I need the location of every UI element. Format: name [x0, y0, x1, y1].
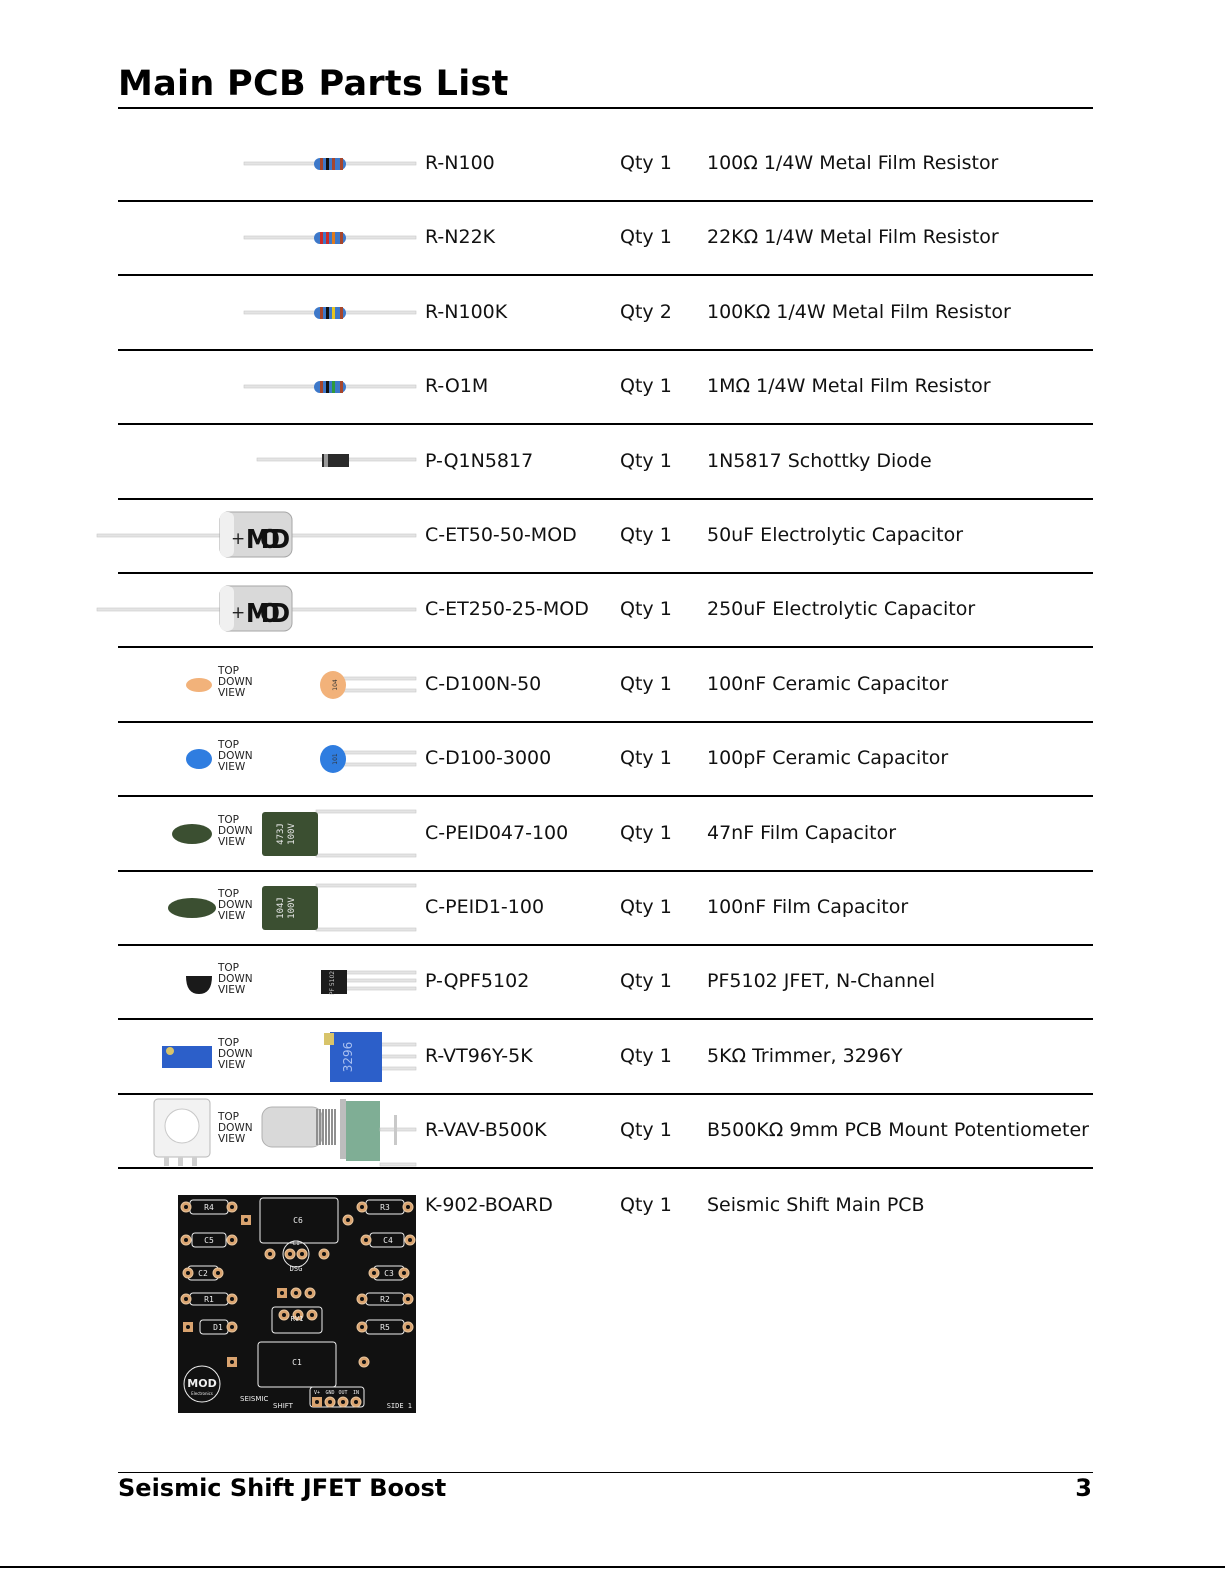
part-description: 250uF Electrolytic Capacitor [707, 598, 976, 621]
part-row [0, 649, 1225, 723]
resistor-icon [90, 128, 420, 202]
svg-text:RV1: RV1 [290, 1315, 304, 1323]
svg-text:100V: 100V [287, 822, 297, 845]
film-capacitor-icon [90, 872, 420, 946]
part-row [0, 872, 1225, 946]
part-quantity: Qty 1 [620, 896, 672, 918]
page-bottom-edge [0, 1566, 1225, 1568]
svg-text:104J: 104J [276, 897, 286, 919]
top-down-view-label: VIEW [218, 1133, 246, 1146]
svg-text:GND: GND [325, 1390, 335, 1396]
top-down-view-label: DOWN [218, 973, 253, 986]
potentiometer-icon [90, 1095, 420, 1169]
jfet-transistor-icon [90, 946, 420, 1020]
top-down-view-label: TOP [218, 1111, 240, 1124]
part-code: C-PEID047-100 [425, 821, 569, 844]
svg-text:C4: C4 [383, 1236, 393, 1245]
part-row [0, 500, 1225, 574]
svg-text:3296: 3296 [341, 1041, 355, 1073]
top-down-view-label: DOWN [218, 824, 253, 837]
mod-logo: MOD [246, 525, 290, 555]
part-quantity: Qty 1 [620, 1119, 672, 1142]
part-row [0, 574, 1225, 648]
part-code: C-PEID1-100 [425, 896, 545, 918]
resistor-icon [90, 202, 420, 276]
ceramic-capacitor-icon [90, 649, 420, 723]
svg-text:MOD: MOD [187, 1377, 217, 1390]
part-quantity: Qty 1 [620, 449, 672, 472]
top-down-view-label: VIEW [218, 686, 246, 699]
part-code: C-D100N-50 [425, 672, 542, 695]
part-code: R-O1M [425, 375, 489, 398]
svg-text:PF 5102: PF 5102 [329, 971, 336, 996]
svg-text:Electronics: Electronics [191, 1391, 213, 1396]
svg-text:+: + [231, 529, 246, 549]
resistor-icon [90, 277, 420, 351]
part-code: P-QPF5102 [425, 970, 530, 993]
part-row [0, 798, 1225, 872]
svg-text:473J: 473J [276, 822, 286, 845]
part-code: K-902-BOARD [425, 1193, 553, 1216]
part-row [0, 1021, 1225, 1095]
part-code: C-ET250-25-MOD [425, 598, 589, 621]
part-description: 100Ω 1/4W Metal Film Resistor [707, 152, 999, 174]
part-row [0, 351, 1225, 425]
top-down-view-label: TOP [218, 962, 240, 975]
part-code: R-N100K [425, 300, 508, 323]
svg-text:C5: C5 [204, 1236, 214, 1245]
top-down-view-label: VIEW [218, 984, 246, 997]
electrolytic-capacitor-icon [90, 500, 420, 574]
top-down-view-label: VIEW [218, 835, 246, 848]
part-code: R-N22K [425, 226, 496, 249]
part-description: 100KΩ 1/4W Metal Film Resistor [707, 300, 1011, 323]
title-divider [118, 107, 1093, 109]
top-down-view-label: TOP [218, 888, 240, 900]
part-description: Seismic Shift Main PCB [707, 1193, 925, 1216]
part-description: 100pF Ceramic Capacitor [707, 747, 949, 770]
diode-icon [90, 426, 420, 500]
part-code: P-Q1N5817 [425, 449, 534, 472]
svg-text:R1: R1 [204, 1295, 214, 1304]
part-description: PF5102 JFET, N-Channel [707, 970, 936, 993]
film-capacitor-icon [90, 798, 420, 872]
part-description: 100nF Ceramic Capacitor [707, 672, 949, 695]
part-quantity: Qty 1 [620, 598, 672, 621]
top-down-view-label: TOP [218, 813, 240, 826]
svg-text:R5: R5 [380, 1323, 390, 1332]
part-quantity: Qty 1 [620, 524, 672, 546]
part-row [0, 277, 1225, 351]
svg-text:100V: 100V [287, 897, 297, 919]
top-down-view-label: DOWN [218, 1122, 253, 1135]
top-down-view-label: TOP [218, 664, 240, 677]
part-quantity: Qty 1 [620, 375, 672, 398]
svg-text:C3: C3 [384, 1269, 394, 1278]
top-down-view-label: DOWN [218, 750, 253, 763]
svg-text:R2: R2 [380, 1295, 390, 1304]
part-description: 1MΩ 1/4W Metal Film Resistor [707, 375, 991, 398]
part-quantity: Qty 1 [620, 226, 672, 249]
footer-divider [118, 1472, 1093, 1473]
part-row [0, 946, 1225, 1020]
top-down-view-label: VIEW [218, 761, 246, 774]
svg-text:R3: R3 [380, 1203, 390, 1212]
part-code: C-ET50-50-MOD [425, 524, 577, 546]
part-description: 5KΩ Trimmer, 3296Y [707, 1044, 903, 1067]
svg-text:R4: R4 [204, 1203, 214, 1212]
part-code: R-N100 [425, 152, 495, 174]
part-description: 50uF Electrolytic Capacitor [707, 524, 964, 546]
part-quantity: Qty 1 [620, 1193, 672, 1216]
top-down-view-label: DOWN [218, 675, 253, 688]
svg-text:C6: C6 [293, 1216, 303, 1225]
svg-text:101: 101 [332, 753, 339, 765]
ceramic-capacitor-icon [90, 723, 420, 797]
part-code: C-D100-3000 [425, 747, 552, 770]
trimmer-icon [90, 1021, 420, 1095]
svg-text:SEISMIC: SEISMIC [240, 1395, 269, 1403]
svg-text:OUT: OUT [338, 1390, 348, 1396]
page-title: Main PCB Parts List [118, 64, 509, 104]
part-description: 100nF Film Capacitor [707, 896, 909, 918]
top-down-view-label: DOWN [218, 899, 253, 911]
resistor-icon [90, 351, 420, 425]
part-quantity: Qty 2 [620, 300, 672, 323]
svg-text:IN: IN [352, 1390, 360, 1396]
page-number: 3 [1075, 1474, 1092, 1502]
part-row [0, 202, 1225, 276]
part-row [0, 426, 1225, 500]
part-quantity: Qty 1 [620, 1044, 672, 1067]
pcb-board-image [178, 1195, 416, 1413]
part-quantity: Qty 1 [620, 821, 672, 844]
part-description: 22KΩ 1/4W Metal Film Resistor [707, 226, 999, 249]
svg-text:104: 104 [332, 679, 339, 691]
part-quantity: Qty 1 [620, 672, 672, 695]
svg-text:C1: C1 [292, 1240, 300, 1247]
top-down-view-label: TOP [218, 1036, 240, 1049]
part-description: B500KΩ 9mm PCB Mount Potentiometer [707, 1119, 1089, 1142]
part-description: 47nF Film Capacitor [707, 821, 897, 844]
footer-title: Seismic Shift JFET Boost [118, 1474, 447, 1502]
electrolytic-capacitor-icon [90, 574, 420, 648]
top-down-view-label: VIEW [218, 910, 246, 922]
svg-text:D1: D1 [213, 1323, 223, 1332]
svg-text:C1: C1 [292, 1358, 302, 1367]
top-down-view-label: VIEW [218, 1058, 246, 1071]
part-code: R-VAV-B500K [425, 1119, 547, 1142]
svg-text:SIDE 1: SIDE 1 [386, 1402, 412, 1410]
part-description: 1N5817 Schottky Diode [707, 449, 932, 472]
svg-text:C2: C2 [198, 1269, 208, 1278]
mod-logo: MOD [246, 599, 290, 630]
svg-text:DSG: DSG [289, 1265, 303, 1273]
top-down-view-label: DOWN [218, 1047, 253, 1060]
svg-text:V+: V+ [313, 1390, 321, 1396]
part-quantity: Qty 1 [620, 970, 672, 993]
part-row [0, 128, 1225, 202]
top-down-view-label: TOP [218, 739, 240, 752]
svg-text:+: + [231, 603, 246, 624]
part-quantity: Qty 1 [620, 152, 672, 174]
part-quantity: Qty 1 [620, 747, 672, 770]
part-row [0, 723, 1225, 797]
part-code: R-VT96Y-5K [425, 1044, 533, 1067]
svg-text:SHIFT: SHIFT [273, 1402, 293, 1410]
part-row [0, 1095, 1225, 1169]
